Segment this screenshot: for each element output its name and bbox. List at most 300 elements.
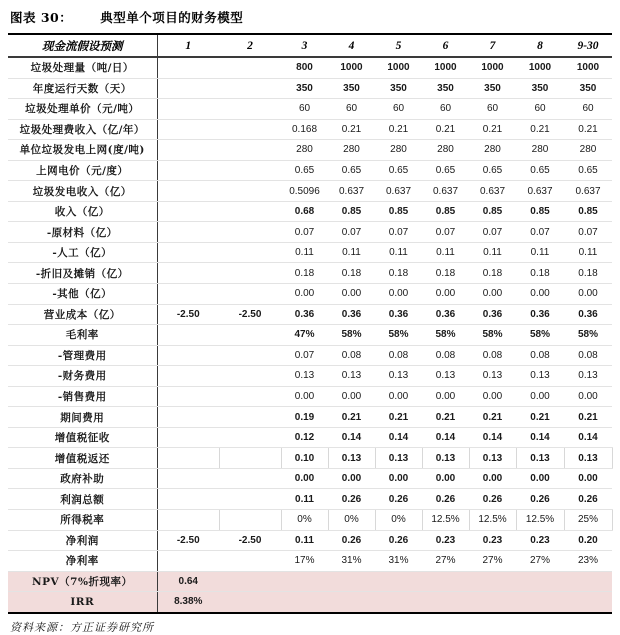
cell-value: 0.11 <box>516 242 564 263</box>
cell-value <box>219 201 281 222</box>
cell-value: 0.18 <box>328 263 375 284</box>
cell-value <box>157 427 219 448</box>
table-row <box>8 592 612 613</box>
cell-value: 0.36 <box>469 304 516 325</box>
cell-value: 0.08 <box>516 345 564 366</box>
cell-value: 0.14 <box>422 427 469 448</box>
cell-value <box>157 448 219 469</box>
table-row <box>8 571 612 592</box>
row-label: 期间费用 <box>8 407 157 428</box>
cell-value <box>564 592 612 613</box>
cell-value: 0.21 <box>516 407 564 428</box>
table-row <box>8 427 612 448</box>
cell-value: 0.11 <box>375 242 422 263</box>
cell-value <box>328 592 375 613</box>
cell-value: 60 <box>469 99 516 120</box>
cell-value: 0.21 <box>564 407 612 428</box>
cell-value: 0.14 <box>516 427 564 448</box>
cell-value: 280 <box>564 140 612 161</box>
cell-value: 0.85 <box>422 201 469 222</box>
cell-value: 0.36 <box>328 304 375 325</box>
table-row <box>8 386 612 407</box>
cell-value <box>157 366 219 387</box>
cell-value: 0.08 <box>422 345 469 366</box>
cell-value <box>469 592 516 613</box>
cell-value: 0.65 <box>281 160 328 181</box>
row-label: 增值税返还 <box>8 448 157 469</box>
table-row <box>8 57 612 78</box>
cell-value: 0.00 <box>516 468 564 489</box>
cell-value: 0.65 <box>469 160 516 181</box>
cell-value: -2.50 <box>157 304 219 325</box>
cell-value: 0.36 <box>375 304 422 325</box>
cell-value: 350 <box>516 78 564 99</box>
figure-number: 图表 30： <box>10 10 73 25</box>
cell-value: 0.07 <box>281 345 328 366</box>
table-row <box>8 181 612 202</box>
table-row <box>8 263 612 284</box>
cell-value: 0.13 <box>564 448 612 469</box>
cell-value <box>219 119 281 140</box>
cell-value <box>219 222 281 243</box>
cell-value <box>157 201 219 222</box>
cell-value <box>157 386 219 407</box>
cell-value: 0.168 <box>281 119 328 140</box>
cell-value: 0.18 <box>281 263 328 284</box>
cell-value: 0.00 <box>422 468 469 489</box>
cell-value: 0.18 <box>375 263 422 284</box>
cell-value: 25% <box>564 510 612 531</box>
cell-value <box>157 551 219 572</box>
cell-value: 0.00 <box>375 386 422 407</box>
cell-value <box>219 489 281 510</box>
table-row <box>8 407 612 428</box>
row-label: -销售费用 <box>8 386 157 407</box>
cell-value <box>219 366 281 387</box>
table-row <box>8 78 612 99</box>
cell-value: 17% <box>281 551 328 572</box>
cell-value: 60 <box>516 99 564 120</box>
financial-model-table <box>8 33 613 614</box>
cell-value: -2.50 <box>219 304 281 325</box>
cell-value <box>281 571 328 592</box>
cell-value <box>157 345 219 366</box>
figure-title-text: 典型单个项目的财务模型 <box>100 10 244 25</box>
cell-value: 60 <box>564 99 612 120</box>
cell-value: 0.07 <box>328 222 375 243</box>
cell-value: 0.637 <box>516 181 564 202</box>
cell-value <box>219 78 281 99</box>
cell-value: 0.13 <box>375 366 422 387</box>
cell-value: 0.21 <box>375 407 422 428</box>
cell-value <box>157 222 219 243</box>
cell-value: 0.5096 <box>281 181 328 202</box>
cell-value: 23% <box>564 551 612 572</box>
cell-value <box>219 386 281 407</box>
cell-value: 0.13 <box>281 366 328 387</box>
cell-value: 12.5% <box>422 510 469 531</box>
cell-value: 0.08 <box>469 345 516 366</box>
cell-value: 27% <box>422 551 469 572</box>
table-row <box>8 160 612 181</box>
cell-value: 0.21 <box>469 119 516 140</box>
cell-value <box>422 592 469 613</box>
figure-title <box>10 8 616 26</box>
cell-value <box>516 592 564 613</box>
table-row <box>8 119 612 140</box>
cell-value: 0.10 <box>281 448 328 469</box>
cell-value: 0.00 <box>281 386 328 407</box>
cell-value: 0% <box>281 510 328 531</box>
cell-value: 0.65 <box>375 160 422 181</box>
cell-value: 0.18 <box>469 263 516 284</box>
row-label: -其他（亿） <box>8 284 157 305</box>
cell-value <box>157 119 219 140</box>
cell-value: 350 <box>328 78 375 99</box>
cell-value <box>157 57 219 78</box>
row-label: 政府补助 <box>8 468 157 489</box>
cell-value: 0.14 <box>469 427 516 448</box>
table-row <box>8 325 612 346</box>
cell-value <box>157 181 219 202</box>
cell-value <box>157 468 219 489</box>
cell-value: 0.36 <box>281 304 328 325</box>
cell-value: 0.26 <box>422 489 469 510</box>
row-label: -人工（亿） <box>8 242 157 263</box>
row-label: 收入（亿） <box>8 201 157 222</box>
table-row <box>8 201 612 222</box>
cell-value <box>157 263 219 284</box>
cell-value: 0.21 <box>469 407 516 428</box>
cell-value: 0.637 <box>422 181 469 202</box>
cell-value: 0.13 <box>328 366 375 387</box>
cell-value <box>469 571 516 592</box>
table-header-row <box>8 34 612 57</box>
cell-value <box>219 407 281 428</box>
cell-value: 0.20 <box>564 530 612 551</box>
cell-value: 58% <box>422 325 469 346</box>
cell-value: 0.11 <box>564 242 612 263</box>
cell-value <box>219 427 281 448</box>
cell-value: 58% <box>516 325 564 346</box>
cell-value: 0.13 <box>516 448 564 469</box>
cell-value: 0.64 <box>157 571 219 592</box>
cell-value: 0.65 <box>422 160 469 181</box>
cell-value: 0.07 <box>281 222 328 243</box>
cell-value: 1000 <box>375 57 422 78</box>
row-label: 净利率 <box>8 551 157 572</box>
cell-value: 0.08 <box>564 345 612 366</box>
table-row <box>8 242 612 263</box>
cell-value <box>219 160 281 181</box>
cell-value <box>219 592 281 613</box>
cell-value: 0.21 <box>328 407 375 428</box>
cell-value: 0.13 <box>328 448 375 469</box>
row-label: 垃圾发电收入（亿） <box>8 181 157 202</box>
cell-value: 0.26 <box>469 489 516 510</box>
cell-value: 280 <box>469 140 516 161</box>
row-label: 垃圾处理单价（元/吨） <box>8 99 157 120</box>
table-row <box>8 468 612 489</box>
row-label: -原材料（亿） <box>8 222 157 243</box>
cell-value: 0.00 <box>328 386 375 407</box>
cell-value: 800 <box>281 57 328 78</box>
cell-value: 0.21 <box>375 119 422 140</box>
row-label: 垃圾处理费收入（亿/年） <box>8 119 157 140</box>
cell-value: 58% <box>328 325 375 346</box>
cell-value: 0.00 <box>281 284 328 305</box>
cell-value <box>219 99 281 120</box>
header-year-3: 3 <box>281 34 328 57</box>
cell-value: 0% <box>328 510 375 531</box>
cell-value: 0.637 <box>375 181 422 202</box>
cell-value: 0.13 <box>422 366 469 387</box>
row-label: -财务费用 <box>8 366 157 387</box>
cell-value <box>281 592 328 613</box>
cell-value: 0.00 <box>469 386 516 407</box>
cell-value: 0.19 <box>281 407 328 428</box>
cell-value: 350 <box>422 78 469 99</box>
cell-value: 0.08 <box>328 345 375 366</box>
cell-value: 0.11 <box>328 242 375 263</box>
cell-value: 0.00 <box>375 284 422 305</box>
cell-value: 350 <box>375 78 422 99</box>
cell-value: 0.21 <box>422 119 469 140</box>
row-label: 利润总额 <box>8 489 157 510</box>
row-label: 上网电价（元/度） <box>8 160 157 181</box>
cell-value: 0.65 <box>328 160 375 181</box>
cell-value <box>564 571 612 592</box>
cell-value: 280 <box>375 140 422 161</box>
row-label: 年度运行天数（天） <box>8 78 157 99</box>
cell-value: 0.07 <box>375 222 422 243</box>
cell-value: 0.18 <box>516 263 564 284</box>
cell-value: 31% <box>328 551 375 572</box>
cell-value: 0.26 <box>328 530 375 551</box>
cell-value: 0.07 <box>516 222 564 243</box>
cell-value <box>219 140 281 161</box>
header-year-7: 7 <box>469 34 516 57</box>
cell-value <box>219 468 281 489</box>
cell-value <box>219 510 281 531</box>
header-year-4: 4 <box>328 34 375 57</box>
cell-value: 0.00 <box>516 284 564 305</box>
cell-value <box>157 510 219 531</box>
cell-value: 0.26 <box>328 489 375 510</box>
cell-value: 350 <box>469 78 516 99</box>
cell-value: 0.11 <box>469 242 516 263</box>
cell-value: 58% <box>375 325 422 346</box>
cell-value: 0.18 <box>422 263 469 284</box>
cell-value <box>157 140 219 161</box>
cell-value <box>219 57 281 78</box>
cell-value <box>157 284 219 305</box>
cell-value <box>375 592 422 613</box>
cell-value: 0.13 <box>422 448 469 469</box>
cell-value: 58% <box>469 325 516 346</box>
cell-value: 0.00 <box>422 284 469 305</box>
cell-value: 0.36 <box>516 304 564 325</box>
row-label: 所得税率 <box>8 510 157 531</box>
header-year-1: 1 <box>157 34 219 57</box>
row-label: -折旧及摊销（亿） <box>8 263 157 284</box>
header-label: 现金流假设预测 <box>8 34 157 57</box>
table-row <box>8 304 612 325</box>
header-year-8: 8 <box>516 34 564 57</box>
cell-value: 47% <box>281 325 328 346</box>
cell-value: 0.14 <box>375 427 422 448</box>
cell-value: 0.21 <box>422 407 469 428</box>
cell-value <box>375 571 422 592</box>
cell-value: 27% <box>516 551 564 572</box>
cell-value: 0.18 <box>564 263 612 284</box>
table-row <box>8 489 612 510</box>
cell-value: 1000 <box>328 57 375 78</box>
cell-value: 0.637 <box>328 181 375 202</box>
cell-value: 0.36 <box>564 304 612 325</box>
cell-value: 350 <box>281 78 328 99</box>
header-year-5: 5 <box>375 34 422 57</box>
header-year-9-30: 9-30 <box>564 34 612 57</box>
cell-value: -2.50 <box>157 530 219 551</box>
header-year-6: 6 <box>422 34 469 57</box>
cell-value: 0.21 <box>564 119 612 140</box>
cell-value: 0.00 <box>516 386 564 407</box>
cell-value: 1000 <box>422 57 469 78</box>
cell-value: 0.14 <box>328 427 375 448</box>
row-label: 垃圾处理量（吨/日） <box>8 57 157 78</box>
cell-value: 0.08 <box>375 345 422 366</box>
table-row <box>8 551 612 572</box>
cell-value: 0% <box>375 510 422 531</box>
cell-value: 60 <box>422 99 469 120</box>
cell-value: 0.11 <box>281 530 328 551</box>
cell-value <box>219 242 281 263</box>
cell-value: 280 <box>281 140 328 161</box>
cell-value: 0.26 <box>375 489 422 510</box>
table-row <box>8 99 612 120</box>
cell-value: 1000 <box>469 57 516 78</box>
cell-value: 0.68 <box>281 201 328 222</box>
cell-value: 0.11 <box>281 489 328 510</box>
cell-value <box>422 571 469 592</box>
cell-value: 12.5% <box>516 510 564 531</box>
cell-value <box>219 571 281 592</box>
cell-value: 0.26 <box>564 489 612 510</box>
cell-value: 0.21 <box>516 119 564 140</box>
cell-value: 0.65 <box>564 160 612 181</box>
cell-value: 0.36 <box>422 304 469 325</box>
cell-value: 58% <box>564 325 612 346</box>
cell-value <box>219 181 281 202</box>
cell-value: 27% <box>469 551 516 572</box>
table-row <box>8 140 612 161</box>
cell-value <box>157 160 219 181</box>
cell-value <box>219 551 281 572</box>
cell-value <box>219 448 281 469</box>
cell-value: 0.00 <box>469 468 516 489</box>
cell-value: 0.00 <box>422 386 469 407</box>
cell-value: 0.637 <box>469 181 516 202</box>
cell-value: 0.00 <box>281 468 328 489</box>
cell-value: 0.11 <box>281 242 328 263</box>
cell-value: 0.23 <box>422 530 469 551</box>
cell-value <box>328 571 375 592</box>
cell-value: 0.00 <box>328 284 375 305</box>
cell-value: 0.13 <box>469 448 516 469</box>
cell-value <box>219 345 281 366</box>
cell-value <box>157 407 219 428</box>
row-label: 毛利率 <box>8 325 157 346</box>
cell-value: 0.85 <box>469 201 516 222</box>
cell-value: 280 <box>422 140 469 161</box>
cell-value: 0.85 <box>516 201 564 222</box>
cell-value: 0.13 <box>469 366 516 387</box>
cell-value: 0.07 <box>469 222 516 243</box>
cell-value <box>157 99 219 120</box>
cell-value: 0.00 <box>469 284 516 305</box>
cell-value: -2.50 <box>219 530 281 551</box>
cell-value: 0.07 <box>422 222 469 243</box>
row-label: 单位垃圾发电上网(度/吨) <box>8 140 157 161</box>
cell-value: 0.13 <box>375 448 422 469</box>
cell-value <box>157 242 219 263</box>
table-row <box>8 284 612 305</box>
table-row <box>8 448 612 469</box>
cell-value: 0.13 <box>516 366 564 387</box>
cell-value: 0.637 <box>564 181 612 202</box>
cell-value: 0.85 <box>375 201 422 222</box>
table-row <box>8 345 612 366</box>
cell-value: 12.5% <box>469 510 516 531</box>
cell-value: 0.11 <box>422 242 469 263</box>
cell-value: 280 <box>328 140 375 161</box>
cell-value <box>219 263 281 284</box>
cell-value: 0.00 <box>564 284 612 305</box>
cell-value <box>219 325 281 346</box>
cell-value: 8.38% <box>157 592 219 613</box>
cell-value <box>219 284 281 305</box>
cell-value: 1000 <box>564 57 612 78</box>
cell-value: 60 <box>375 99 422 120</box>
cell-value: 0.85 <box>328 201 375 222</box>
table-row <box>8 530 612 551</box>
row-label: NPV（7%折现率） <box>8 571 157 592</box>
cell-value: 0.21 <box>328 119 375 140</box>
cell-value: 0.00 <box>564 468 612 489</box>
cell-value: 60 <box>281 99 328 120</box>
cell-value <box>157 325 219 346</box>
cell-value: 0.85 <box>564 201 612 222</box>
cell-value <box>157 78 219 99</box>
cell-value: 0.00 <box>375 468 422 489</box>
cell-value: 0.00 <box>328 468 375 489</box>
cell-value: 0.26 <box>375 530 422 551</box>
cell-value <box>516 571 564 592</box>
table-row <box>8 366 612 387</box>
cell-value: 0.13 <box>564 366 612 387</box>
cell-value: 0.07 <box>564 222 612 243</box>
table-row <box>8 510 612 531</box>
header-year-2: 2 <box>219 34 281 57</box>
cell-value: 60 <box>328 99 375 120</box>
table-body <box>8 57 612 613</box>
row-label: 增值税征收 <box>8 427 157 448</box>
row-label: -管理费用 <box>8 345 157 366</box>
row-label: 净利润 <box>8 530 157 551</box>
cell-value: 350 <box>564 78 612 99</box>
row-label: IRR <box>8 592 157 613</box>
